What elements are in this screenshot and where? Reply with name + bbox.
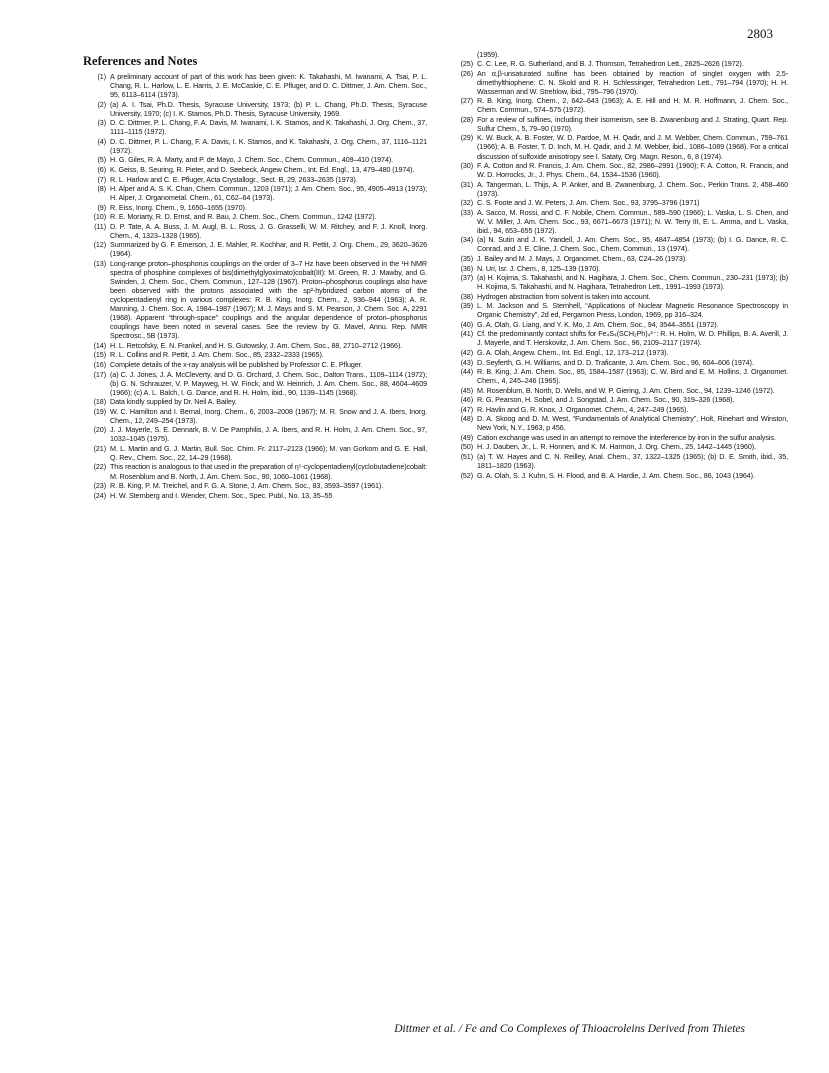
reference-number: (50): [460, 442, 473, 452]
reference-text: (a) H. Kojima, S. Takahashi, and N. Hagihara, J. Chem. Soc., Chem. Commun., 230–231 (1973); (b) H. Kojima, S. Takahashi, and N. Hagihara, Tetrahedron Lett., 1991–1993 (1973).: [477, 273, 788, 292]
reference-number: (8): [97, 184, 106, 194]
reference-text: H. L. Retcofsky, E. N. Frankel, and H. S. Gutowsky, J. Am. Chem. Soc., 88, 2710–2712 (1966).: [110, 340, 403, 350]
reference-item: [85, 100, 427, 118]
reference-text: L. M. Jackson and S. Sternhell, “Applications of Nuclear Magnetic Resonance Spectroscopy in Organic Chemistry”, 2d ed, Pergamon Press, London, 1969, pp 316–324.: [477, 301, 788, 320]
reference-number: (51): [460, 452, 473, 462]
reference-number: (39): [460, 301, 473, 311]
reference-item: [85, 462, 427, 480]
reference-number: (22): [93, 462, 106, 472]
reference-item: [452, 442, 788, 451]
reference-text: H. Alper and A. S. K. Chan, Chem. Commun., 1203 (1971); J. Am. Chem. Soc., 95, 4905–4913 (1973); H. Alper, J. Organometal. Chem., 61, C62–64 (1973).: [110, 184, 427, 203]
reference-item: [85, 203, 427, 212]
reference-text: F. A. Cotton and R. Francis, J. Am. Chem. Soc., 82, 2986–2991 (1960); F. A. Cotton, R. Francis, and W. D. Horrocks, Jr., J. Phys. Chem., 64, 1534–1536 (1960).: [477, 161, 788, 180]
reference-number: (36): [460, 263, 473, 273]
reference-text: C. S. Foote and J. W. Peters, J. Am. Chem. Soc., 93, 3795–3796 (1971): [477, 198, 700, 208]
reference-item: [452, 358, 788, 367]
reference-text: W. C. Hamilton and I. Bernal, Inorg. Chem., 6, 2003–2008 (1967); M. R. Snow and J. A. Ibers, Inorg. Chem., 12, 249–254 (1973).: [110, 406, 427, 425]
reference-item: [85, 350, 427, 359]
reference-item: [452, 433, 788, 442]
reference-number: (23): [93, 481, 106, 491]
reference-text: J. Bailey and M. J. Mays, J. Organomet. Chem., 63, C24–26 (1973).: [477, 254, 688, 264]
reference-number: (42): [460, 348, 473, 357]
reference-text: R. B. King, Inorg. Chem., 2, 642–643 (1963); A. E. Hill and H. M. R. Hoffmann, J. Chem. Soc., Chem. Commun., 574–575 (1972).: [477, 96, 788, 115]
reference-item: [85, 407, 427, 425]
reference-number: (9): [97, 202, 106, 212]
reference-text: R. E. Moriarty, R. D. Ernst, and R. Bau, J. Chem. Soc., Chem. Commun., 1242 (1972).: [110, 212, 377, 222]
reference-text: (a) A. I. Tsai, Ph.D. Thesis, Syracuse University, 1973; (b) P. L. Chang, Ph.D. Thesis, Syracuse University, 1970; (c) I. K. Stamos, Ph.D. Thesis, Syracuse University, 1969.: [110, 99, 427, 118]
reference-number: (48): [460, 414, 473, 424]
reference-item: [85, 222, 427, 240]
reference-number: (35): [460, 254, 473, 264]
reference-text: K. Geiss, B. Seuring, R. Pieter, and D. Seebeck, Angew Chem., Int. Ed. Engl., 13, 479–480 (1974).: [110, 164, 415, 174]
reference-item: [452, 301, 788, 319]
reference-text: N. Uri, Isr. J. Chem., 8, 125–139 (1970).: [477, 263, 601, 273]
reference-item: [452, 115, 788, 133]
reference-text: Data kindly supplied by Dr. Neil A. Bailey.: [110, 397, 237, 407]
reference-text: R. G. Pearson, H. Sobel, and J. Songstad, J. Am. Chem. Soc., 90, 319–326 (1968).: [477, 395, 735, 405]
reference-number: (12): [93, 240, 106, 250]
reference-number: (14): [93, 340, 106, 350]
reference-text: D. P. Tate, A. A. Buss, J. M. Augl, B. L. Ross, J. G. Grasselli, W. M. Ritchey, and F. J. Knoll, Inorg. Chem., 4, 1323–1328 (1965).: [110, 221, 427, 240]
reference-item: [452, 405, 788, 414]
reference-text: Cation exchange was used in an attempt to remove the interference by iron in the sulfur analysis.: [477, 432, 776, 442]
reference-text: A. Tangerman, L. Thijs, A. P. Anker, and B. Zwanenburg, J. Chem. Soc., Perkin Trans. 2, 458–460 (1973).: [477, 179, 788, 198]
reference-number: (1): [97, 72, 106, 81]
page-number: 2803: [747, 26, 773, 41]
reference-item: [452, 198, 788, 207]
reference-text: Hydrogen abstraction from solvent is taken into account.: [477, 291, 651, 301]
reference-item: [452, 329, 788, 347]
reference-text: For a review of sulfines, including their isomerism, see B. Zwanenburg and J. Strating, Quart. Rep. Sulfur Chem., 5, 79–90 (1970).: [477, 114, 788, 133]
reference-item: [85, 175, 427, 184]
reference-item: [85, 240, 427, 258]
reference-number: (2): [97, 99, 106, 109]
reference-text: D. Seyferth, G. H. Williams, and D. D. Traficante, J. Am. Chem. Soc., 96, 604–606 (1974).: [477, 357, 754, 367]
reference-number: (33): [460, 207, 473, 217]
reference-text: D. C. Dittmer, P. L. Chang, F. A. Davis, I. K. Stamos, and K. Takahashi, J. Org. Chem., 37, 1116–1121 (1972).: [110, 136, 427, 155]
reference-continuation: (1959).: [477, 50, 500, 59]
reference-text: G. A. Olah, S. J. Kuhn, S. H. Flood, and B. A. Hardie, J. Am. Chem. Soc., 86, 1043 (1964).: [477, 470, 755, 480]
reference-item: [85, 481, 427, 490]
reference-number: (17): [93, 369, 106, 379]
reference-item: [85, 370, 427, 397]
reference-item: [85, 341, 427, 350]
reference-text: G. A. Olah, G. Liang, and Y. K. Mo, J. Am. Chem. Soc., 94, 3544–3551 (1972).: [477, 319, 719, 329]
reference-text: H. G. Giles, R. A. Marty, and P. de Mayo, J. Chem. Soc., Chem. Commun., 409–410 (1974).: [110, 155, 394, 165]
reference-number: (47): [460, 404, 473, 414]
reference-text: Cf. the predominantly contact shifts for Fe₄S₄(SCH₂Ph)₄²⁻: R. H. Holm, W. D. Phillips, B. A. Averill, J. J. Mayerle, and T. Herskovitz, J. Am. Chem. Soc., 96, 2109–2117 (1974).: [477, 329, 788, 348]
reference-item: [85, 444, 427, 462]
reference-item: [85, 72, 427, 99]
reference-text: Summarized by G. F. Emerson, J. E. Mahler, R. Kochhar, and R. Pettit, J. Org. Chem., 29, 3620–3626 (1964).: [110, 240, 427, 259]
reference-item: [85, 397, 427, 406]
reference-number: (15): [93, 350, 106, 360]
reference-number: (18): [93, 397, 106, 407]
reference-text: K. W. Buck, A. B. Foster, W. D. Pardoe, M. H. Qadir, and J. M. Webber, Chem. Commun., 759–761 (1966); A. B. Foster, T. D. Inch, M. H. Qadir, and J. M. Webber, ibid., 1086–1089 (1968). For a critical discussion of sulfoxide anisotropy see I. Sataty, Org. Magn. Reson., 6, 8 (1974).: [477, 133, 788, 161]
reference-number: (43): [460, 357, 473, 367]
reference-number: (19): [93, 406, 106, 416]
reference-number: (46): [460, 395, 473, 405]
reference-number: (5): [97, 155, 106, 165]
reference-item: [452, 471, 788, 480]
reference-item: [452, 254, 788, 263]
reference-text: D. C. Dittmer, P. L. Chang, F. A. Davis, M. Iwanami, I. K. Stamos, and K. Takahashi, J. Org. Chem., 37, 1111–1115 (1972).: [110, 118, 427, 137]
reference-text: (a) N. Sutin and J. K. Yandell, J. Am. Chem. Soc., 95, 4847–4854 (1973); (b) I. G. Dance, R. C. Conrad, and J. E. Cline, J. Chem. Soc., Chem. Commun., 13 (1974).: [477, 235, 788, 254]
reference-text: This reaction is analogous to that used in the preparation of η⁵-cyclopentadienyl(cyclobutadiene)cobalt: M. Rosenblum and B. North, J. Am. Chem. Soc., 90, 1060–1061 (1968).: [110, 462, 428, 481]
reference-text: R. L. Harlow and C. E. Pfluger, Acta Crystallogr., Sect. B, 29, 2633–2635 (1973).: [110, 174, 358, 184]
reference-item: [85, 165, 427, 174]
reference-number: (27): [460, 96, 473, 106]
section-heading: References and Notes: [83, 54, 198, 68]
references-right-column: [452, 50, 788, 480]
reference-item: [452, 367, 788, 385]
reference-number: (26): [460, 68, 473, 78]
reference-item: [85, 212, 427, 221]
reference-item: [85, 360, 427, 369]
reference-item: [452, 395, 788, 404]
reference-number: (49): [460, 432, 473, 442]
reference-item: [85, 491, 427, 500]
reference-item: [85, 137, 427, 155]
reference-text: R. L. Collins and R. Pettit, J. Am. Chem. Soc., 85, 2332–2333 (1965).: [110, 350, 324, 360]
reference-number: (29): [460, 133, 473, 143]
reference-number: (40): [460, 319, 473, 329]
reference-text: C. C. Lee, R. G. Sutherland, and B. J. Thomson, Tetrahedron Lett., 2625–2626 (1972).: [477, 59, 744, 69]
reference-text: H. J. Dauben, Jr., L. R. Honnen, and K. M. Harmon, J. Org. Chem., 25, 1442–1445 (1960).: [477, 442, 756, 452]
reference-text: Complete details of the x-ray analysis will be published by Professor C. E. Pfluger.: [110, 359, 363, 369]
reference-item: [452, 208, 788, 235]
reference-number: (38): [460, 291, 473, 301]
reference-number: (21): [93, 443, 106, 453]
reference-text: (a) T. W. Hayes and C. N. Reilley, Anal. Chem., 37, 1322–1325 (1965); (b) D. E. Smith, ibid., 35, 1811–1820 (1963).: [477, 452, 788, 471]
reference-number: (30): [460, 161, 473, 171]
reference-text: An α,β-unsaturated sulfine has been obtained by reaction of singlet oxygen with 2,5-dimethylthiophene: C. N. Skold and R. H. Schlessinger, Tetrahedron Lett., 791–794 (1970); H. H. Wasserman and W. Strehlow, ibid., 795–796 (1970).: [477, 68, 788, 96]
reference-number: (6): [97, 164, 106, 174]
reference-item: [85, 118, 427, 136]
reference-number: (34): [460, 235, 473, 245]
reference-text: H. W. Sternberg and I. Wender, Chem. Soc., Spec. Publ., No. 13, 35–55: [110, 490, 333, 500]
reference-number: (25): [460, 59, 473, 69]
reference-text: M. L. Martin and G. J. Martin, Bull. Soc. Chim. Fr. 2117–2123 (1966); M. van Gorkom and G. E. Hall, Q. Rev., Chem. Soc., 22, 14–29 (1968).: [110, 443, 427, 462]
reference-item: [452, 69, 788, 96]
reference-item: [452, 348, 788, 357]
reference-number: (20): [93, 425, 106, 435]
reference-text: R. Havlin and G. R. Knox, J. Organomet. Chem., 4, 247–249 (1965).: [477, 404, 689, 414]
reference-number: (44): [460, 367, 473, 377]
running-footer: Dittmer et al. / Fe and Co Complexes of Thioacroleins Derived from Thietes: [394, 1023, 745, 1035]
reference-number: (11): [94, 221, 106, 231]
reference-text: R. Eiss, Inorg. Chem., 9, 1650–1655 (1970).: [110, 202, 247, 212]
reference-item: [85, 259, 427, 340]
reference-item: [452, 59, 788, 68]
references-left-column: [85, 72, 427, 500]
reference-number: (31): [460, 179, 473, 189]
reference-item: [452, 386, 788, 395]
reference-item: [452, 264, 788, 273]
reference-item: [452, 161, 788, 179]
reference-text: (a) C. J. Jones, J. A. McCleverty, and D. G. Orchard, J. Chem. Soc., Dalton Trans., 1109–1114 (1972); (b) G. N. Schrauzer, V. P. Mayweg, H. W. Finck, and W. Heinrich, J. Am. Chem. Soc., 88, 4604–4609 (1966); (c) A. L. Balch, I. G. Dance, and R. H. Holm, ibid., 90, 1139–1145 (1968).: [110, 369, 427, 397]
reference-number: (10): [93, 212, 106, 222]
reference-item: [452, 96, 788, 114]
reference-item: [85, 184, 427, 202]
reference-number: (32): [460, 198, 473, 208]
reference-item: [452, 180, 788, 198]
reference-text: A. Sacco, M. Rossi, and C. F. Nobile, Chem. Commun., 589–590 (1966); L. Vaska, L. S. Chen, and W. V. Miller, J. Am. Chem. Soc., 93, 6671–6673 (1971); N. W. Terry III, E. L. Amma, and L. Vaska, ibid., 94, 653–655 (1972).: [477, 207, 788, 235]
reference-number: (52): [460, 470, 473, 480]
reference-text: G. A. Olah, Angew. Chem., Int. Ed. Engl., 12, 173–212 (1973).: [477, 348, 669, 357]
reference-item: [452, 320, 788, 329]
reference-number: (7): [97, 174, 106, 184]
reference-number: (28): [460, 114, 473, 124]
reference-text: J. J. Mayerle, S. E. Dennark, B. V. De Pamphilis, J. A. Ibers, and R. H. Holm, J. Am. Chem. Soc., 97, 1032–1045 (1975).: [110, 425, 427, 444]
reference-text: M. Rosenblum, B. North, D. Wells, and W. P. Giering, J. Am. Chem. Soc., 94, 1239–1246 (1972).: [477, 385, 775, 395]
reference-number: (3): [97, 118, 106, 128]
reference-number: (45): [460, 385, 473, 395]
reference-text: Long-range proton–phosphorus couplings on the order of 3–7 Hz have been observed in the ¹H NMR spectra of phosphine complexes of bis(dimethylglyoximato)cobalt(III): M. Green, R. J. Mawby, and G. Swinden, J. Chem. Soc., Chem. Commun., 127–128 (1967). Proton–phosphorus couplings also have been observed with the protons associated with the sp²-hybridized carbon atoms of the cyclopentadienyl ring in various complexes: R. B. King, Inorg. Chem., 2, 936–944 (1963); A. R. Manning, J. Chem. Soc. A, 1984–1987 (1967); M. J. Mays and S. M. Pearson, J. Chem. Soc. A, 2291 (1968). Apparent “through-space” couplings and the angular dependence of proton–phosphorus couplings have been noted in several cases. See the review by G. Mavel, Annu. Rep. NMR Spectrosc., 5B (1973).: [110, 258, 427, 341]
reference-text: D. A. Skoog and D. M. West, “Fundamentals of Analytical Chemistry”, Holt, Rinehart and Winston, New York, N.Y., 1963, p 456.: [477, 414, 788, 433]
reference-item: [452, 133, 788, 160]
reference-item: [452, 414, 788, 432]
reference-item: [85, 425, 427, 443]
reference-number: (41): [460, 329, 473, 339]
reference-item: [452, 292, 788, 301]
reference-number: (24): [93, 490, 106, 500]
reference-text: A preliminary account of part of this work has been given: K. Takahashi, M. Iwanami, A. Tsai, P. L. Chang, R. L. Harlow, L. E. Harris, J. E. McCaskie, C. E. Pfluger, and D. C. Dittmer, J. Am. Chem. Soc., 95, 6113–6114 (1973).: [110, 72, 427, 100]
reference-number: (13): [93, 258, 106, 268]
reference-item: [85, 155, 427, 164]
reference-item: [452, 273, 788, 291]
reference-item: [452, 235, 788, 253]
reference-text: R. B. King, P. M. Treichel, and F. G. A. Stone, J. Am. Chem. Soc., 83, 3593–3597 (1961).: [110, 481, 384, 491]
reference-number: (16): [93, 359, 106, 369]
reference-text: R. B. King, J. Am. Chem. Soc., 85, 1584–1587 (1963); C. W. Bird and E. M. Hollins, J. Organomet. Chem., 4, 245–246 (1965).: [477, 367, 788, 386]
reference-number: (37): [460, 273, 473, 283]
reference-number: (4): [97, 136, 106, 146]
reference-item: [452, 452, 788, 470]
